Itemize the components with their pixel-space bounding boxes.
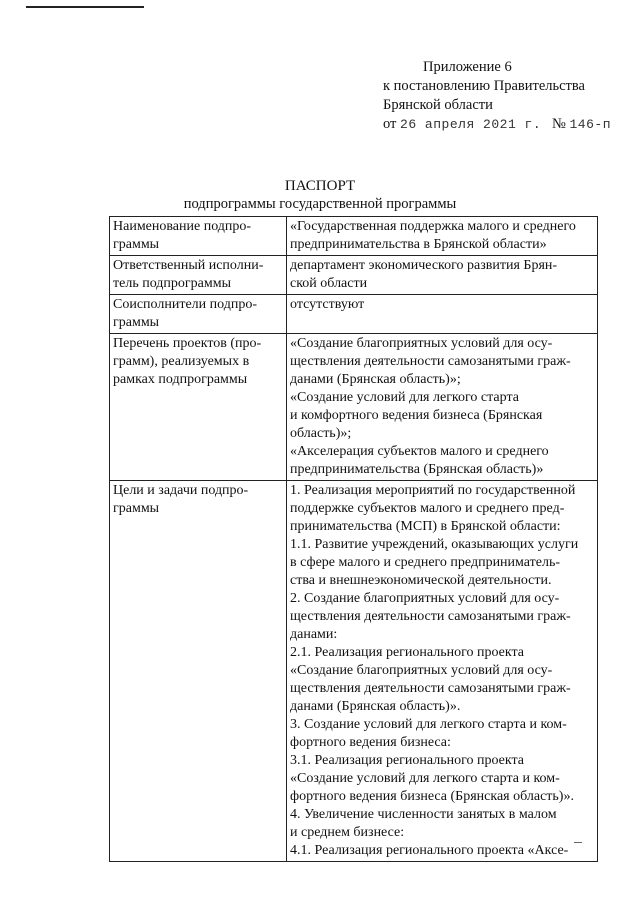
table-row	[110, 217, 598, 256]
passport-table	[109, 216, 598, 862]
date-prefix: от	[383, 116, 397, 132]
table-row	[110, 481, 598, 862]
number-value: 146-п	[569, 117, 612, 132]
appendix-date-line	[383, 115, 611, 134]
row-label: Соисполнители подпро- граммы	[110, 295, 287, 334]
table-row	[110, 295, 598, 334]
appendix-line-2: к постановлению Правительства	[383, 78, 585, 94]
row-value: «Создание благоприятных условий для осу- ществления деятельности самозанятыми граж- данами (Брянская область)»; «Создание условий для легкого старта и комфортного ведения бизнеса (Брянская область)»; «Акселерация субъектов малого и среднего предпринимательства (Брянская область)»	[287, 334, 598, 481]
row-label: Перечень проектов (про- грамм), реализуемых в рамках подпрограммы	[110, 334, 287, 481]
table-row	[110, 256, 598, 295]
document-title: ПАСПОРТ	[284, 178, 356, 194]
row-value: департамент экономического развития Брян- ской области	[287, 256, 598, 295]
row-value: отсутствуют	[287, 295, 598, 334]
row-value: «Государственная поддержка малого и среднего предпринимательства в Брянской области»	[287, 217, 598, 256]
appendix-block	[383, 58, 611, 134]
appendix-line-3: Брянской области	[383, 97, 493, 113]
scan-mark	[574, 842, 582, 843]
row-label: Наименование подпро- граммы	[110, 217, 287, 256]
date-value: 26 апреля 2021 г.	[400, 117, 542, 132]
number-prefix: №	[552, 116, 566, 132]
row-label: Цели и задачи подпро- граммы	[110, 481, 287, 862]
document-subtitle: подпрограммы государственной программы	[183, 196, 457, 212]
row-label: Ответственный исполни- тель подпрограммы	[110, 256, 287, 295]
table-row	[110, 334, 598, 481]
row-value: 1. Реализация мероприятий по государственной поддержке субъектов малого и среднего пред- принимательства (МСП) в Брянской области: 1.1. Развитие учреждений, оказывающих услуги в сфере малого и среднего предприниматель- ства и внешнеэкономической деятельности. 2. Создание благоприятных условий для осу- ществления деятельности самозанятыми граж- данами: 2.1. Реализация регионального проекта «Создание благоприятных условий для осу- ществления деятельности самозанятыми граж- данами (Брянская область)». 3. Создание условий для легкого старта и ком- фортного ведения бизнеса: 3.1. Реализация регионального проекта «Создание условий для легкого старта и ком- фортного ведения бизнеса (Брянская область)». 4. Увеличение численности занятых в малом и среднем бизнесе: 4.1. Реализация регионального проекта «Аксе-	[287, 481, 598, 862]
appendix-line-1: Приложение 6	[423, 59, 512, 75]
top-rule	[26, 6, 144, 8]
